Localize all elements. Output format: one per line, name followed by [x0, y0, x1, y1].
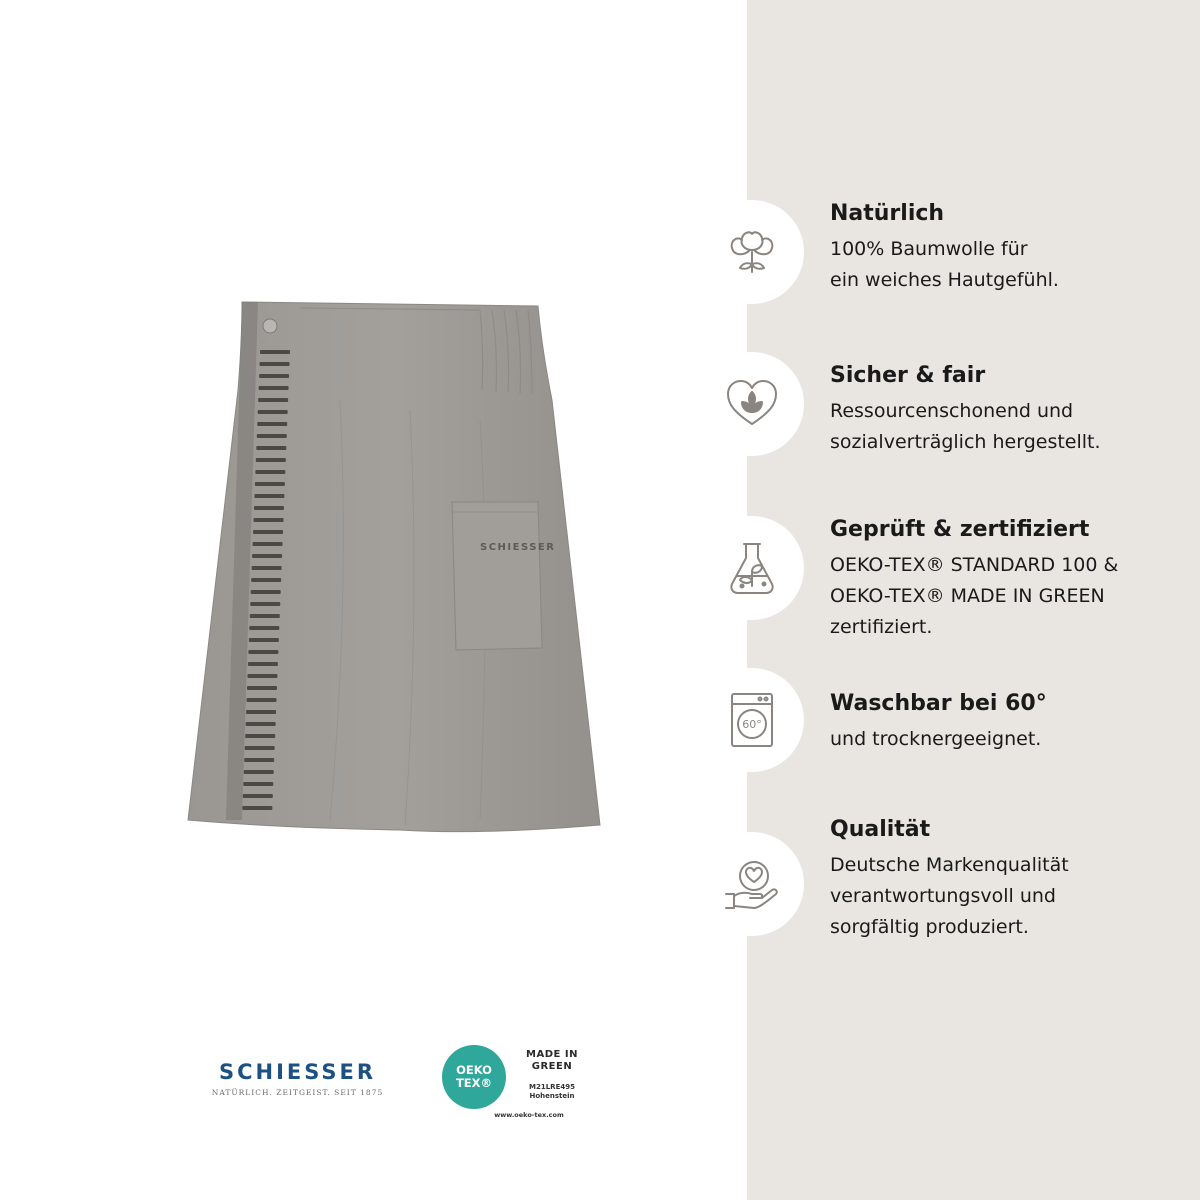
- stripe-25: [248, 650, 278, 654]
- oeko-tex-logo: [442, 1045, 506, 1109]
- stripe-6: [257, 422, 287, 426]
- stripe-19: [251, 578, 281, 582]
- description-line: verantwortungsvoll und: [830, 885, 1056, 907]
- stripe-0: [260, 350, 290, 354]
- brand-tagline: NATÜRLICH. ZEITGEIST. SEIT 1875: [211, 1088, 384, 1097]
- stripe-24: [249, 638, 279, 642]
- stripe-8: [256, 446, 286, 450]
- description-line: ein weiches Hautgefühl.: [830, 269, 1059, 291]
- stripe-35: [244, 770, 274, 774]
- stripe-13: [254, 506, 284, 510]
- feature-text: [830, 362, 1190, 458]
- schiesser-logo: [200, 1060, 395, 1097]
- stripe-36: [243, 782, 273, 786]
- stripe-38: [242, 806, 272, 810]
- stripe-31: [246, 722, 276, 726]
- stripe-34: [244, 758, 274, 762]
- stripe-18: [252, 566, 282, 570]
- stripe-1: [260, 362, 290, 366]
- feature-certified: [700, 516, 1200, 636]
- stripe-14: [253, 518, 283, 522]
- sauna-kilt-image: [180, 280, 620, 850]
- stripe-9: [256, 458, 286, 462]
- stripe-20: [251, 590, 281, 594]
- certificate-code: [514, 1083, 590, 1101]
- description-line: Ressourcenschonend und: [830, 400, 1074, 422]
- feature-text: [830, 816, 1190, 943]
- feature-title: Natürlich: [830, 201, 945, 226]
- description-line: Deutsche Markenqualität: [830, 854, 1069, 876]
- feature-washable: [700, 690, 1200, 810]
- feature-description: [830, 550, 1190, 643]
- cotton-icon: [700, 200, 804, 304]
- stripe-37: [243, 794, 273, 798]
- description-line: und trocknergeeignet.: [830, 728, 1042, 750]
- description-line: zertifiziert.: [830, 616, 933, 638]
- stripe-5: [258, 410, 288, 414]
- feature-title: Waschbar bei 60°: [830, 691, 1047, 716]
- feature-text: [830, 200, 1190, 296]
- description-line: OEKO-TEX® STANDARD 100 &: [830, 554, 1119, 576]
- stripe-21: [250, 602, 280, 606]
- feature-description: [830, 724, 1190, 755]
- feature-text: [830, 690, 1190, 755]
- feature-description: [830, 396, 1190, 458]
- stripe-30: [246, 710, 276, 714]
- oeko-line2: TEX®: [455, 1076, 493, 1090]
- stripe-33: [245, 746, 275, 750]
- stripe-23: [249, 626, 279, 630]
- oeko-tex-badge: [442, 1045, 592, 1125]
- certificate-institute: Hohenstein: [529, 1092, 575, 1100]
- feature-natural: [700, 200, 1200, 320]
- stripe-28: [247, 686, 277, 690]
- stripe-2: [259, 374, 289, 378]
- stripe-4: [258, 398, 288, 402]
- feature-title: Qualität: [830, 817, 931, 842]
- stripe-22: [250, 614, 280, 618]
- pocket-brand-label: SCHIESSER: [480, 542, 556, 553]
- made-in-line: MADE IN: [526, 1049, 578, 1060]
- wash-temperature-label: 60°: [742, 718, 762, 731]
- stripe-32: [245, 734, 275, 738]
- stripe-27: [247, 674, 277, 678]
- made-in-green-label: [522, 1049, 582, 1073]
- oeko-line1: OEKO: [456, 1063, 492, 1077]
- description-line: OEKO-TEX® MADE IN GREEN: [830, 585, 1105, 607]
- description-line: sorgfältig produziert.: [830, 916, 1029, 938]
- stripe-3: [259, 386, 289, 390]
- stripe-11: [255, 482, 285, 486]
- stripe-17: [252, 554, 282, 558]
- description-line: 100% Baumwolle für: [830, 238, 1028, 260]
- stripe-7: [257, 434, 287, 438]
- stripe-10: [255, 470, 285, 474]
- stripe-16: [253, 542, 283, 546]
- feature-title: Sicher & fair: [830, 363, 986, 388]
- description-line: sozialverträglich hergestellt.: [830, 431, 1101, 453]
- feature-description: [830, 850, 1190, 943]
- oeko-tex-url: www.oeko-tex.com: [494, 1111, 564, 1119]
- stripe-12: [254, 494, 284, 498]
- stripe-29: [247, 698, 277, 702]
- heart-leaf-icon: [700, 352, 804, 456]
- flask-leaf-icon: [700, 516, 804, 620]
- green-line: GREEN: [531, 1061, 573, 1072]
- feature-description: [830, 234, 1190, 296]
- stripe-15: [253, 530, 283, 534]
- brand-name: SCHIESSER: [218, 1060, 377, 1084]
- feature-safe-fair: [700, 362, 1200, 482]
- feature-quality: [700, 816, 1200, 936]
- hand-heart-icon: [700, 832, 804, 936]
- feature-text: [830, 516, 1190, 643]
- certificate-number: M21LRE495: [529, 1083, 575, 1091]
- stripe-26: [248, 662, 278, 666]
- feature-title: Geprüft & zertifiziert: [830, 517, 1090, 542]
- washing-machine-icon: [700, 668, 804, 772]
